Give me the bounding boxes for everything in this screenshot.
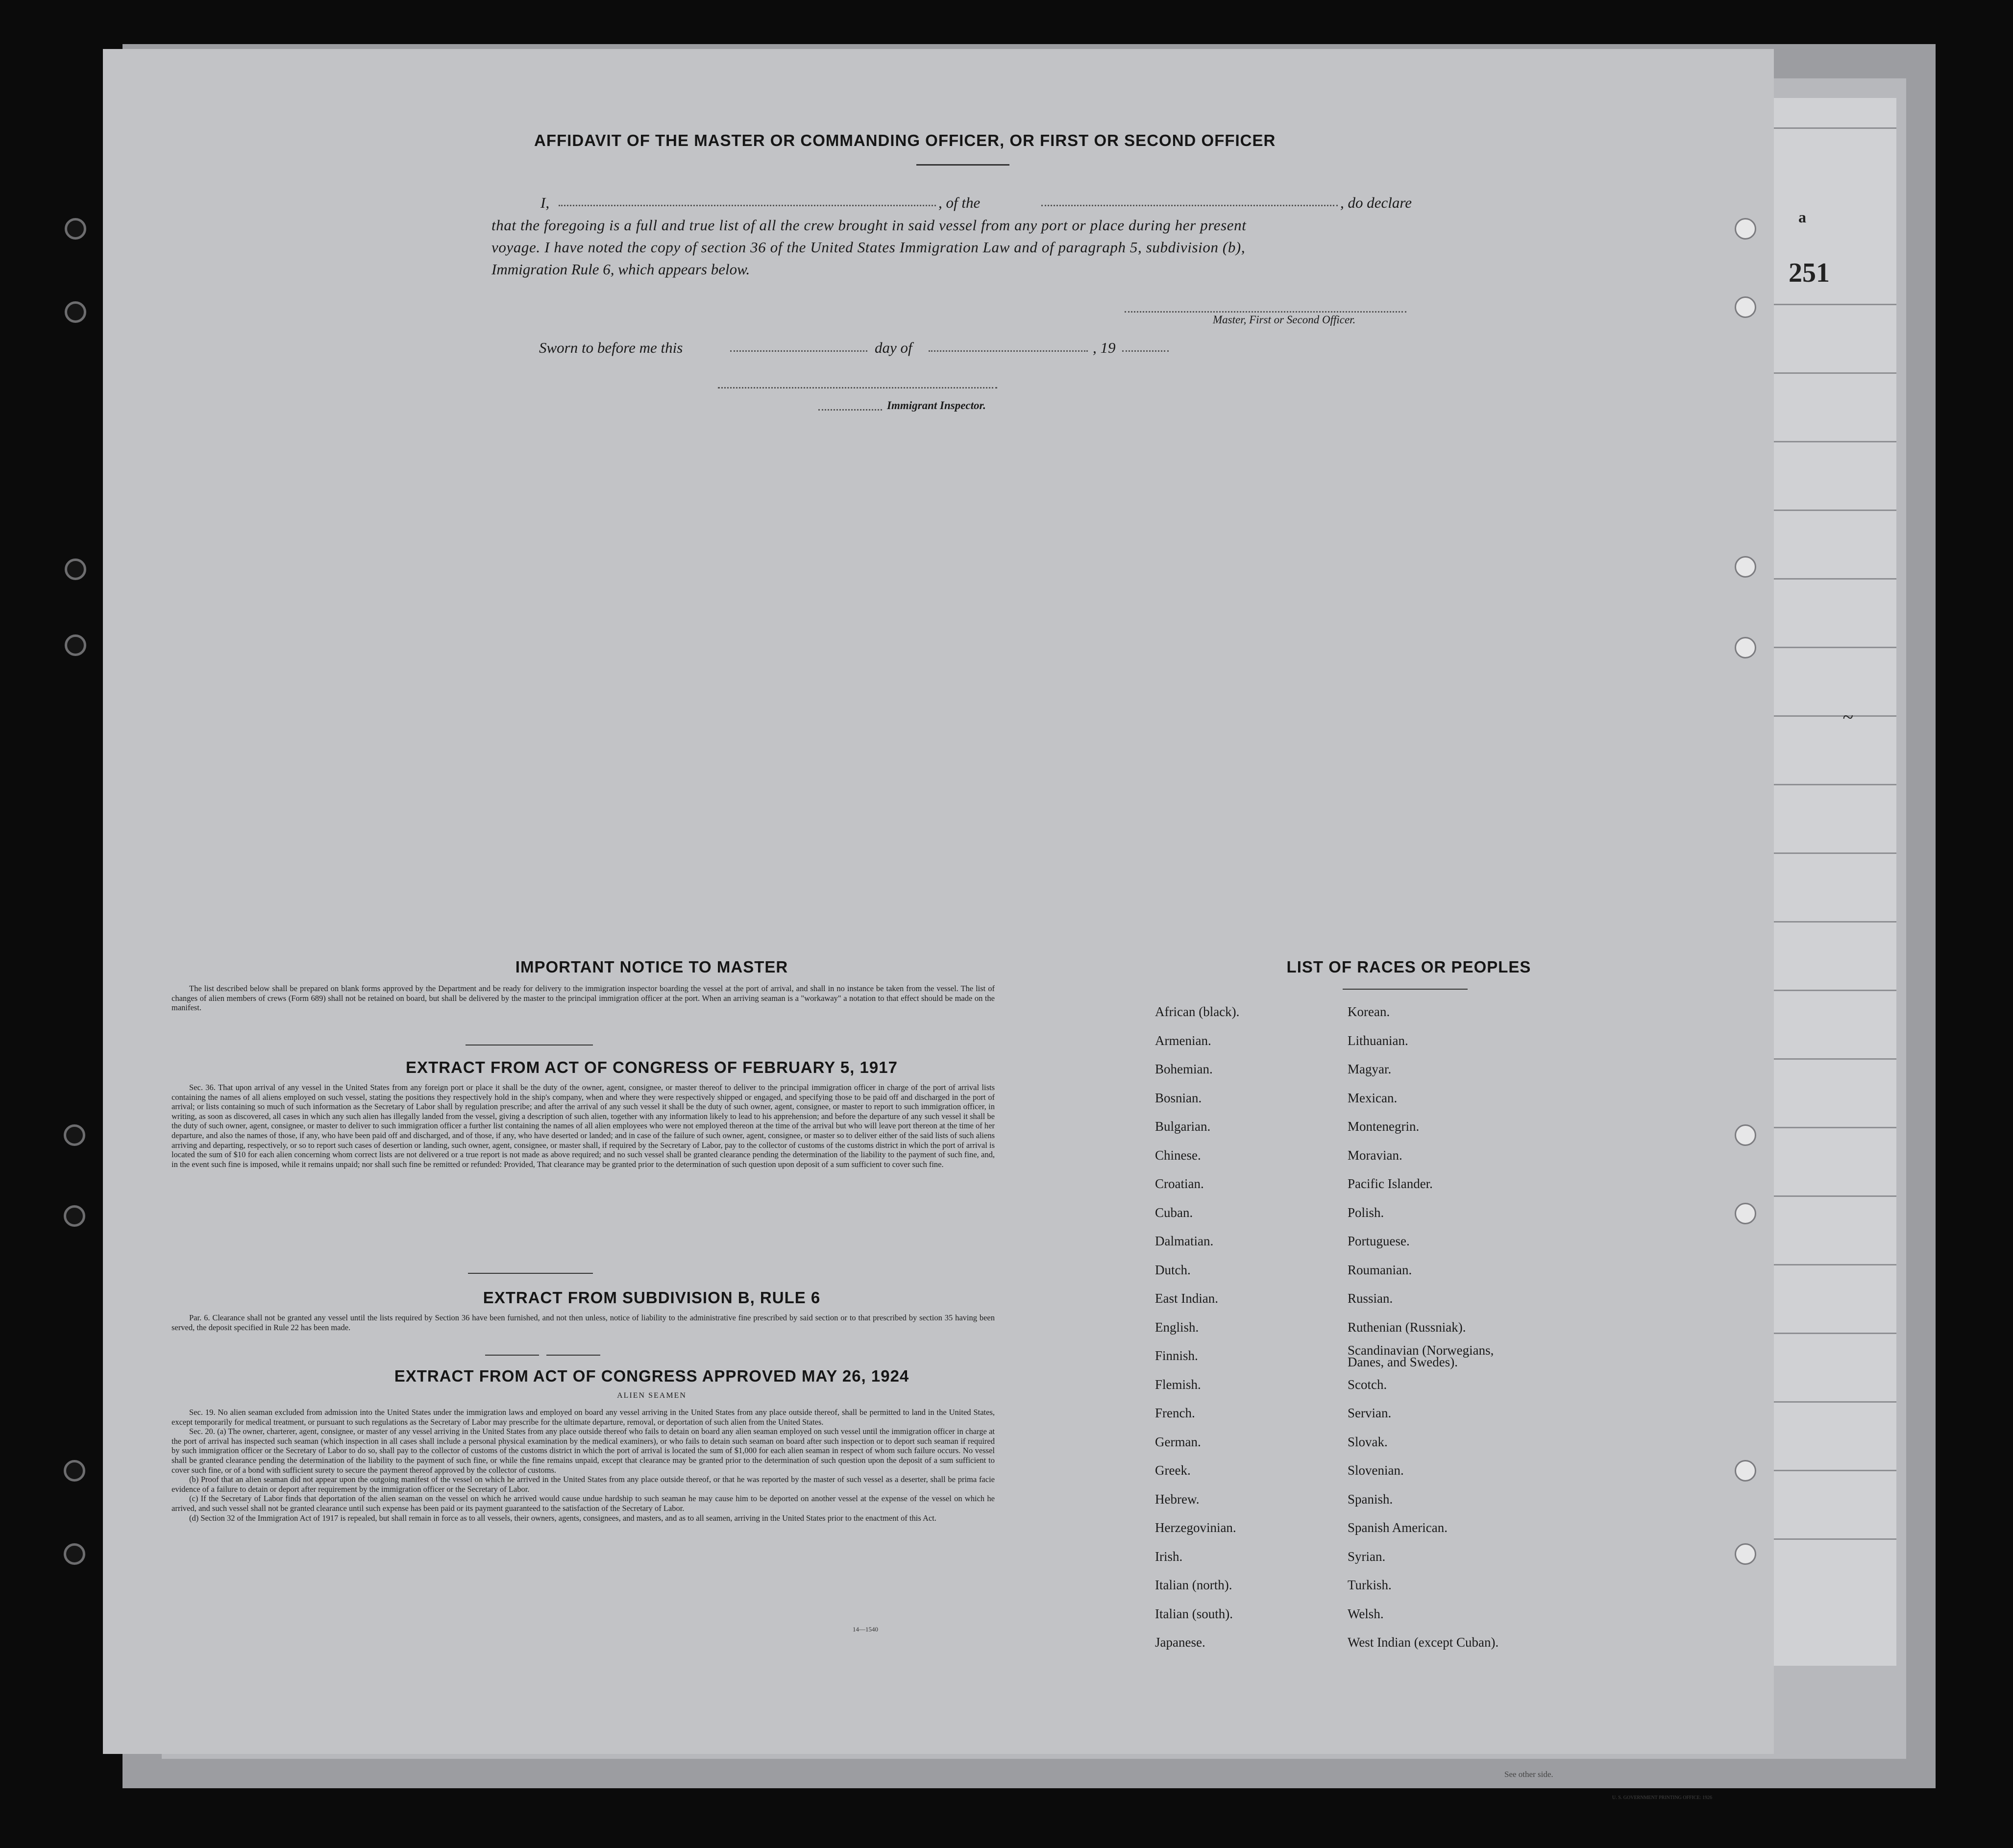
race-item: German. (1155, 1434, 1201, 1449)
see-other-side: See other side. (1504, 1770, 1553, 1779)
alien-seamen-subtitle: ALIEN SEAMEN (617, 1391, 687, 1400)
punch-hole (1735, 556, 1756, 578)
race-item: Finnish. (1155, 1348, 1198, 1363)
affidavit-line-4: Immigration Rule 6, which appears below. (491, 261, 750, 278)
punch-hole (1735, 1543, 1756, 1565)
affidavit-title: AFFIDAVIT OF THE MASTER OR COMMANDING OFFICER, OR FIRST OR SECOND OFFICER (534, 131, 1276, 149)
race-item: Portuguese. (1348, 1234, 1410, 1248)
binder-hole (64, 1460, 85, 1482)
punch-hole (1735, 1460, 1756, 1482)
declare-label: , do declare (1340, 194, 1412, 211)
sworn-label: Sworn to before me this (539, 339, 683, 356)
section-rule (485, 1355, 539, 1356)
manifest-back-page (103, 49, 1774, 1754)
binder-hole (65, 634, 86, 656)
race-item: Lithuanian. (1348, 1033, 1408, 1048)
race-item: Montenegrin. (1348, 1119, 1420, 1134)
punch-hole (1735, 1203, 1756, 1224)
race-item: Bulgarian. (1155, 1119, 1211, 1134)
race-item: Herzegovinian. (1155, 1520, 1236, 1535)
master-signature-field[interactable] (1125, 311, 1406, 313)
race-item: French. (1155, 1406, 1195, 1420)
punch-hole (1735, 637, 1756, 658)
sworn-day-field[interactable] (730, 350, 867, 352)
race-item: Bosnian. (1155, 1090, 1202, 1105)
inspector-signature-field[interactable] (718, 387, 997, 389)
declarant-label: I, (540, 194, 550, 211)
race-item: Dalmatian. (1155, 1234, 1214, 1248)
race-item: Servian. (1348, 1406, 1392, 1420)
punch-hole (1735, 1124, 1756, 1146)
race-item: Mexican. (1348, 1090, 1398, 1105)
race-item: Welsh. (1348, 1606, 1384, 1621)
race-item: Hebrew. (1155, 1491, 1200, 1507)
race-item: Moravian. (1348, 1147, 1402, 1163)
race-item: Turkish. (1348, 1578, 1392, 1592)
title-rule (916, 164, 1009, 166)
binder-hole (64, 1124, 85, 1146)
race-item: Spanish. (1348, 1491, 1393, 1507)
race-item: Italian (north). (1155, 1578, 1232, 1592)
inspector-label: Immigrant Inspector. (887, 399, 986, 412)
rule6-text: Par. 6. Clearance shall not be granted any vessel until the lists required by Section 36 have been furnished, and not then unless, notice of liability to the administrative fine prescribed by said section or to that prescribed by section 35 having been served, the deposit specified in Rule 22 has been made. (172, 1313, 995, 1332)
races-rule (1343, 989, 1468, 990)
binder-hole (65, 301, 86, 323)
race-item: Armenian. (1155, 1033, 1211, 1048)
extract-1917-title: EXTRACT FROM ACT OF CONGRESS OF FEBRUARY 5, 1917 (406, 1058, 898, 1076)
binder-hole (65, 559, 86, 580)
binder-hole (65, 218, 86, 240)
races-title: LIST OF RACES OR PEOPLES (1286, 958, 1531, 976)
race-item: Croatian. (1155, 1176, 1204, 1191)
race-item: Pacific Islander. (1348, 1176, 1433, 1191)
race-item: Syrian. (1348, 1549, 1386, 1564)
race-item: Japanese. (1155, 1635, 1205, 1650)
race-item: English. (1155, 1319, 1199, 1335)
race-item: West Indian (except Cuban). (1348, 1635, 1499, 1650)
race-item: Scotch. (1348, 1377, 1387, 1392)
race-item: Scandinavian (Norwegians, Danes, and Swedes). (1348, 1343, 1494, 1369)
extract-1924-text: Sec. 19. No alien seaman excluded from admission into the United States under the immigration laws and employed on board any vessel arriving in the United States from any place outside thereof, shall be permitted to land in the United States, except temporarily for medical treatment, or pursuant to such regulations as the Secretary of Labor may prescribe for the ultimate departure, removal, or deportation of such alien from the United States. Sec. 20. (a) The owner, charterer, agent, consignee, or master of any vessel arriving in the United States from any place outside thereof who fails to detain on board any alien seaman employed on such vessel until the immigration officer in charge at the port of arrival has inspected such seaman (which inspection in all cases shall include a personal physical examination by the medical examiners), or who fails to detain such seaman on board after such inspection or to deport such seaman if required by such immigration officer or the Secretary of Labor to do so, shall pay to the collector of customs of the customs district in which the port of arrival is located the sum of $1,000 for each alien seaman in respect of whom such failure occurs. No vessel shall be granted clearance pending the determination of the liability to the payment of such fine, or while the fine remains unpaid, except that clearance may be granted prior to the determination of such question upon the deposit of a sum sufficient to cover such fine, or of a bond with sufficient surety to secure the payment thereof approved by the collector of customs. (b) Proof that an alien seaman did not appear upon the outgoing manifest of the vessel on which he arrived in the United States from any place outside thereof, or that he was reported by the master of such vessel as a deserter, shall be prima facie evidence of a failure to detain or deport after requirement by the immigration officer or the Secretary of Labor. (c) If the Secretary of Labor finds that deportation of the alien seaman on the vessel on which he arrived would cause undue hardship to such seaman he may cause him to be deported on another vessel at the expense of the vessel on which he arrived, and such vessel shall not be granted clearance until such expense has been paid or its payment guaranteed to the satisfaction of the Secretary of Labor. (d) Section 32 of the Immigration Act of 1917 is repealed, but shall remain in force as to all vessels, their owners, agents, consignees, and masters, and as to all seamen, arriving in the United States prior to the enactment of this Act. (172, 1408, 995, 1523)
race-item: Spanish American. (1348, 1520, 1448, 1535)
binder-hole (64, 1205, 85, 1227)
section-rule (466, 1045, 593, 1046)
race-item: Greek. (1155, 1463, 1191, 1478)
section-rule (468, 1273, 593, 1274)
master-signature-label: Master, First or Second Officer. (1213, 314, 1356, 326)
underlying-letter: a (1798, 208, 1806, 226)
punch-hole (1735, 296, 1756, 318)
race-item: Chinese. (1155, 1147, 1201, 1163)
inspector-dots (818, 409, 882, 411)
affidavit-line-2: that the foregoing is a full and true list of all the crew brought in said vessel from any port or place during her present (491, 217, 1247, 234)
notice-text: The list described below shall be prepared on blank forms approved by the Department and be ready for delivery to the immigration inspector boarding the vessel at the port of arrival, and shall in no instance be taken from the vessel. The list of changes of alien members of crews (Form 689) shall not be retained on board, but shall be delivered by the master to the principal immigration officer at the port. When an arriving seaman is a "workaway" a notation to that effect should be made on the manifest. (172, 984, 995, 1013)
of-the-label: , of the (938, 194, 981, 211)
race-item: Korean. (1348, 1004, 1390, 1019)
race-item: Slovenian. (1348, 1463, 1404, 1478)
race-item: Magyar. (1348, 1062, 1392, 1076)
extract-1917-text: Sec. 36. That upon arrival of any vessel in the United States from any foreign port or place it shall be the duty of the owner, agent, consignee, or master thereof to deliver to the principal immigration officer in charge of the port of arrival lists containing the names of all aliens employed on such vessel, stating the positions they respectively hold in the ship's company, when and where they were respectively shipped or engaged, and specifying those to be paid off and discharged in the port of arrival; or lists containing so much of such information as the Secretary of Labor shall by regulation prescribe; and after the arrival of any such vessel it shall be the duty of such owner, agent, consignee, or master to report to such immigration officer, in writing, as soon as discovered, all cases in which any such alien has illegally landed from the vessel, giving a description of such alien, together with any information likely to lead to his apprehension; and before the departure of any such vessel it shall be the duty of such owner, agent, consignee, or master to deliver to such immigration officer a further list containing the names of all alien employees who were not employed thereon at the time of the arrival but who will leave port thereon at the time of her departure, and also the names of those, if any, who have been paid off and discharged, and of those, if any, who have deserted or landed; and in case of the failure of such owner, agent, consignee, or master so to deliver either of the said lists of such aliens arriving and departing, respectively, or so to report such cases of desertion or landing, such owner, agent, consignee, or master shall, if required by the Secretary of Labor, pay to the collector of customs of the customs district in which the port of arrival is located the sum of $10 for each alien concerning whom correct lists are not delivered or a true report is not made as above required; and no such vessel shall be granted clearance pending the determination of the liability to the payment of such fine, and, in the event such fine is imposed, while it remains unpaid; nor shall such fine be remitted or refunded: Provided, That clearance may be granted prior to the determination of such question upon deposit of a sum sufficient to cover such fine. (172, 1083, 995, 1169)
affidavit-line-3: voyage. I have noted the copy of section 36 of the United States Immigration Law and of paragraph 5, subdivision (b), (491, 239, 1246, 256)
section-rule (546, 1355, 600, 1356)
race-item: African (black). (1155, 1004, 1240, 1019)
race-item: Bohemian. (1155, 1062, 1213, 1076)
race-item: East Indian. (1155, 1291, 1218, 1306)
race-item: Russian. (1348, 1291, 1393, 1306)
race-item: Ruthenian (Russniak). (1348, 1319, 1466, 1335)
underlying-number: 251 (1789, 258, 1830, 288)
declarant-name-field[interactable] (559, 205, 936, 206)
punch-hole (1735, 218, 1756, 240)
race-item: Dutch. (1155, 1262, 1191, 1277)
vessel-name-field[interactable] (1041, 205, 1338, 206)
rule6-title: EXTRACT FROM SUBDIVISION B, RULE 6 (483, 1289, 821, 1307)
sworn-year-field[interactable] (1122, 350, 1169, 352)
day-of-label: day of (875, 339, 912, 356)
race-item: Cuban. (1155, 1205, 1193, 1220)
sworn-month-field[interactable] (929, 350, 1088, 352)
race-item: Flemish. (1155, 1377, 1201, 1392)
race-item: Slovak. (1348, 1434, 1388, 1449)
race-item: Polish. (1348, 1205, 1384, 1220)
handwriting-mark: ~ (1842, 706, 1853, 728)
printing-office: U. S. GOVERNMENT PRINTING OFFICE: 1926 (1612, 1795, 1712, 1800)
year-label: , 19 (1093, 339, 1116, 356)
binder-hole (64, 1543, 85, 1565)
notice-title: IMPORTANT NOTICE TO MASTER (515, 958, 788, 976)
extract-1924-title: EXTRACT FROM ACT OF CONGRESS APPROVED MAY 26, 1924 (394, 1367, 909, 1385)
form-code: 14—1540 (853, 1626, 878, 1633)
race-item: Italian (south). (1155, 1606, 1233, 1621)
race-item: Roumanian. (1348, 1262, 1412, 1277)
race-item: Irish. (1155, 1549, 1183, 1564)
